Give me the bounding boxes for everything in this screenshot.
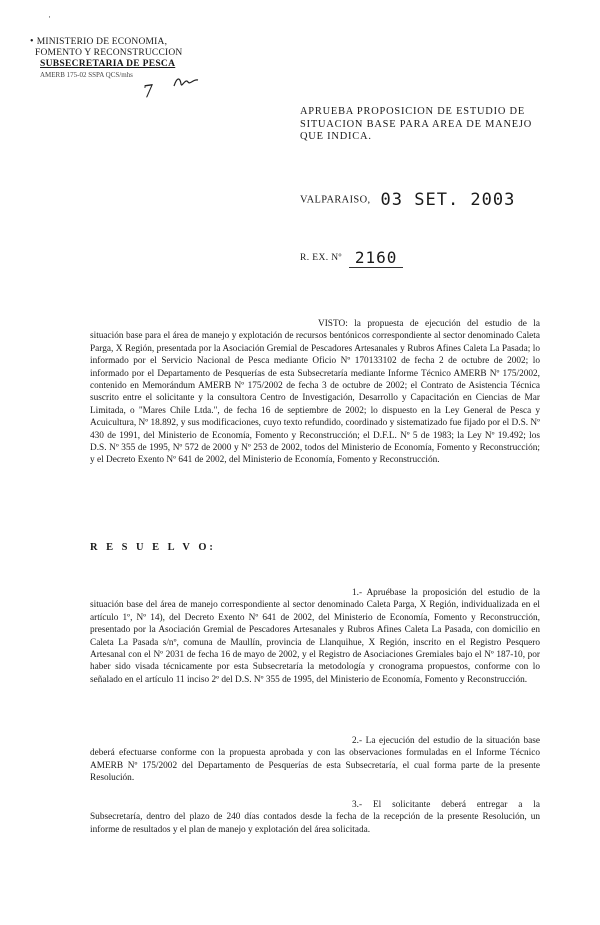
visto-text: VISTO: la propuesta de ejecución del estudio de la situación base para el área de manejo y explotación de recursos bentónicos correspondiente al sector denominado Caleta Parga, X Región, presentada por la Asociación Gremial de Pescadores Artesanales y Rubros Afines Caleta La Pasada; lo informado por el Servicio Nacional de Pesca mediante Oficio Nº 170133102 de fecha 2 de octubre de 2002; lo informado por el Departamento de Pesquerías de esta Subsecretaría mediante Informe Técnico AMERB Nº 175/2002, contenido en Memorándum AMERB Nº 175/2002 de fecha 3 de octubre de 2002; el Contrato de Asistencia Técnica suscrito entre el solicitante y la consultora Centro de Investigación, Desarrollo y Capacitación en Ciencias de Mar Limitada, o "Mares Chile Ltda.", de fecha 16 de septiembre de 2002; lo dispuesto en la Ley General de Pesca y Acuicultura, Nº 18.892, y sus modificaciones, cuyo texto refundido, coordinado y sistematizado fue fijado por el D.S. Nº 430 de 1991, del Ministerio de Economía, Fomento y Reconstrucción; el D.F.L. Nº 5 de 1983; la Ley Nº 19.492; los D.S. Nº 355 de 1995, Nº 572 de 2000 y Nº 253 de 2002, todos del Ministerio de Economía, Fomento y Reconstrucción; y el Decreto Exento Nº 641 de 2002, del Ministerio de Economía, Fomento y Reconstrucción.: [90, 319, 540, 466]
resolution-subject: APRUEBA PROPOSICION DE ESTUDIO DE SITUACION BASE PARA AREA DE MANEJO QUE INDICA.: [300, 106, 533, 142]
article-3: [90, 799, 540, 836]
scan-mark: ·: [48, 12, 51, 22]
letterhead: [30, 36, 230, 81]
rex-label: R. EX. Nº: [300, 253, 342, 263]
letterhead-ministry-line1: • MINISTERIO DE ECONOMIA,: [30, 36, 168, 47]
letterhead-reference: AMERB 175-02 SSPA QCS/mhs: [40, 71, 133, 79]
article-3-text: 3.- El solicitante deberá entregar a la Subsecretaría, dentro del plazo de 240 días contados desde la fecha de la recepción de la presente Resolución, un informe de resultados y el plan de manejo y explotación del área solicitada.: [90, 800, 540, 835]
date-stamp: 03 SET. 2003: [380, 190, 516, 210]
bullet-icon: •: [30, 36, 34, 47]
visto-paragraph: [90, 318, 540, 467]
letterhead-subsecretaria: SUBSECRETARIA DE PESCA: [40, 59, 176, 69]
resuelvo-heading: R E S U E L V O:: [90, 542, 216, 553]
initials-signature-icon: [172, 74, 200, 90]
letterhead-ministry-line2: FOMENTO Y RECONSTRUCCION: [35, 48, 183, 58]
place-date-line: [300, 190, 550, 210]
resolution-number-line: [300, 248, 403, 268]
article-1: [90, 587, 540, 686]
rex-number-stamp: 2160: [349, 248, 404, 268]
article-2: [90, 735, 540, 785]
handwritten-note: 7: [141, 81, 156, 103]
article-1-text: 1.- Apruébase la proposición del estudio de la situación base del área de manejo correspondiente al sector denominado Caleta Parga, X Región, individualizada en el artículo 1º, Nº 14), del Decreto Exento Nº 641 de 2002, del Ministerio de Economía, Fomento y Reconstrucción, presentado por la Asociación Gremial de Pescadores Artesanales y Rubros Afines Caleta La Pasada, con domicilio en Caleta La Pasada s/nº, comuna de Maullín, provincia de Llanquihue, X Región, inscrito en el Registro Pesquero Artesanal con el Nº 2031 de fecha 16 de mayo de 2002, y el Registro de Asociaciones Gremiales bajo el Nº 187-10, por haber sido visada técnicamente por esta Subsecretaría la metodología y cronograma propuestos, conforme con lo señalado en el artículo 11 inciso 2º del D.S. Nº 355 de 1995, del Ministerio de Economía, Fomento y Reconstrucción.: [90, 588, 540, 685]
article-2-text: 2.- La ejecución del estudio de la situación base deberá efectuarse conforme con la propuesta aprobada y con las observaciones formuladas en el Informe Técnico AMERB Nº 175/2002 del Departamento de Pesquerías de esta Subsecretaría, el cual forma parte de la presente Resolución.: [90, 736, 540, 784]
place-label: VALPARAISO,: [300, 194, 371, 206]
